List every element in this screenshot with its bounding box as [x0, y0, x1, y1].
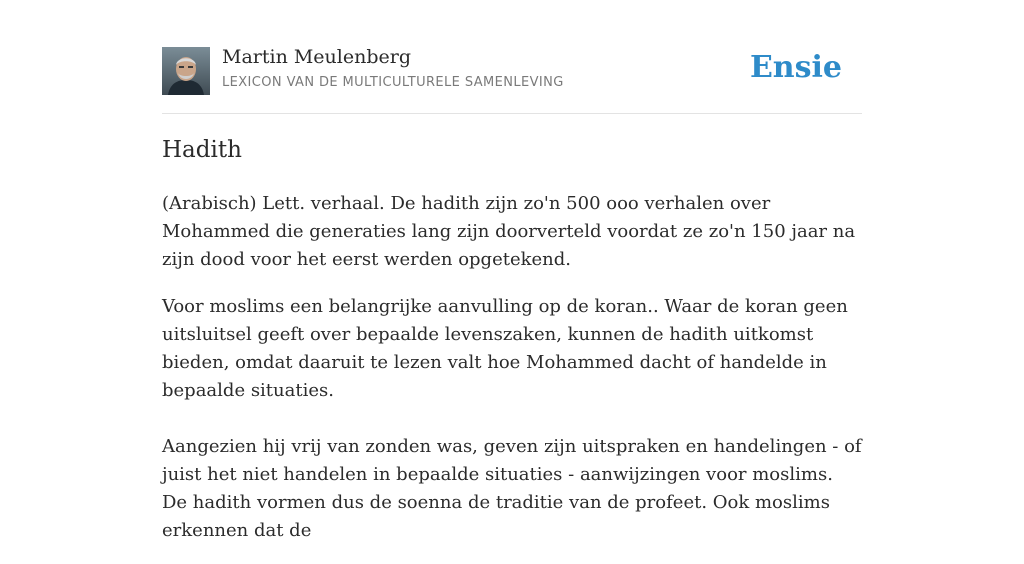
- brand-logo[interactable]: Ensie: [749, 50, 842, 85]
- paragraph: (Arabisch) Lett. verhaal. De hadith zijn zo'n 500 ooo verhalen over Mohammed die generaties lang zijn doorverteld voordat ze zo'n 150 jaar na zijn dood voor het eerst werden opgetekend.: [162, 193, 856, 270]
- avatar[interactable]: [162, 47, 210, 95]
- author-name[interactable]: Martin Meulenberg: [222, 46, 411, 68]
- header: [162, 46, 862, 96]
- author-photo-icon: [162, 47, 210, 95]
- header-divider: [162, 113, 862, 114]
- paragraph: Voor moslims een belangrijke aanvulling op de koran.. Waar de koran geen uitsluitsel geeft over bepaalde levenszaken, kunnen de hadith uitkomst bieden, omdat daaruit te lezen valt hoe Mohammed dacht of handelde in bepaalde situaties.: [162, 296, 848, 401]
- paragraph: Aangezien hij vrij van zonden was, geven zijn uitspraken en handelingen - of juist het niet handelen in bepaalde situaties - aanwijzingen voor moslims. De hadith vormen dus de soenna de traditie van de profeet. Ook moslims erkennen dat de: [162, 436, 862, 541]
- publication-name[interactable]: LEXICON VAN DE MULTICULTURELE SAMENLEVING: [222, 75, 564, 90]
- article-body: [162, 190, 862, 564]
- article-title: Hadith: [162, 137, 242, 163]
